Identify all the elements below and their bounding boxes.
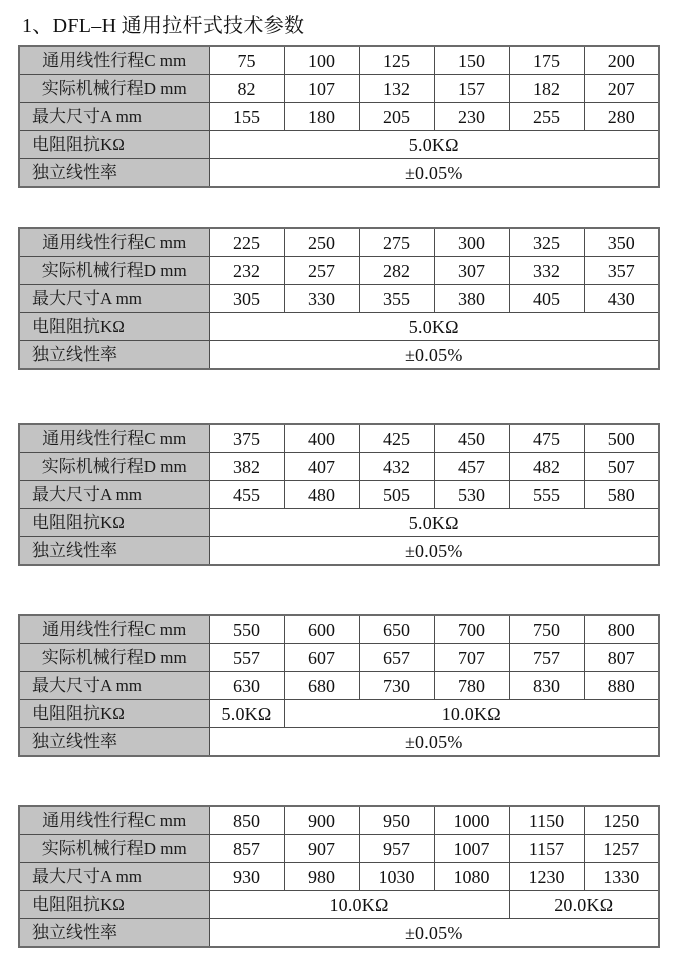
cell-linearity: ±0.05% xyxy=(209,728,659,757)
table-row xyxy=(19,75,659,103)
cell-stroke-d: 207 xyxy=(584,75,659,103)
cell-max-size-a: 255 xyxy=(509,103,584,131)
row-label-stroke-d: 实际机械行程D mm xyxy=(19,453,209,481)
cell-max-size-a: 430 xyxy=(584,285,659,313)
cell-stroke-c: 100 xyxy=(284,46,359,75)
cell-max-size-a: 830 xyxy=(509,672,584,700)
cell-stroke-d: 482 xyxy=(509,453,584,481)
cell-max-size-a: 355 xyxy=(359,285,434,313)
table-row xyxy=(19,615,659,644)
table-row xyxy=(19,672,659,700)
cell-stroke-c: 1000 xyxy=(434,806,509,835)
cell-max-size-a: 530 xyxy=(434,481,509,509)
spec-table-5 xyxy=(18,805,660,948)
cell-stroke-c: 350 xyxy=(584,228,659,257)
cell-stroke-c: 275 xyxy=(359,228,434,257)
cell-resistance: 5.0KΩ xyxy=(209,700,284,728)
row-label-stroke-c: 通用线性行程C mm xyxy=(19,615,209,644)
cell-stroke-d: 757 xyxy=(509,644,584,672)
table-row xyxy=(19,891,659,919)
cell-stroke-c: 850 xyxy=(209,806,284,835)
cell-stroke-d: 82 xyxy=(209,75,284,103)
cell-stroke-d: 182 xyxy=(509,75,584,103)
cell-stroke-d: 107 xyxy=(284,75,359,103)
cell-stroke-d: 407 xyxy=(284,453,359,481)
cell-stroke-c: 200 xyxy=(584,46,659,75)
row-label-max-size-a: 最大尺寸A mm xyxy=(19,481,209,509)
spec-table-4 xyxy=(18,614,660,757)
cell-max-size-a: 680 xyxy=(284,672,359,700)
cell-max-size-a: 730 xyxy=(359,672,434,700)
cell-stroke-c: 1150 xyxy=(509,806,584,835)
cell-max-size-a: 780 xyxy=(434,672,509,700)
row-label-linearity: 独立线性率 xyxy=(19,537,209,566)
cell-resistance: 10.0KΩ xyxy=(284,700,659,728)
table-row xyxy=(19,313,659,341)
row-label-resistance: 电阻阻抗KΩ xyxy=(19,509,209,537)
cell-max-size-a: 930 xyxy=(209,863,284,891)
table-row xyxy=(19,257,659,285)
cell-max-size-a: 230 xyxy=(434,103,509,131)
table-row xyxy=(19,835,659,863)
cell-stroke-c: 325 xyxy=(509,228,584,257)
table-row xyxy=(19,509,659,537)
cell-resistance: 20.0KΩ xyxy=(509,891,659,919)
row-label-max-size-a: 最大尺寸A mm xyxy=(19,863,209,891)
cell-stroke-d: 957 xyxy=(359,835,434,863)
table-row xyxy=(19,728,659,757)
cell-stroke-d: 607 xyxy=(284,644,359,672)
cell-max-size-a: 480 xyxy=(284,481,359,509)
row-label-stroke-c: 通用线性行程C mm xyxy=(19,806,209,835)
cell-max-size-a: 330 xyxy=(284,285,359,313)
row-label-resistance: 电阻阻抗KΩ xyxy=(19,700,209,728)
cell-stroke-d: 1007 xyxy=(434,835,509,863)
cell-stroke-d: 257 xyxy=(284,257,359,285)
cell-stroke-d: 857 xyxy=(209,835,284,863)
spec-table-3 xyxy=(18,423,660,566)
cell-stroke-c: 700 xyxy=(434,615,509,644)
row-label-resistance: 电阻阻抗KΩ xyxy=(19,313,209,341)
table-row xyxy=(19,644,659,672)
cell-stroke-d: 282 xyxy=(359,257,434,285)
cell-stroke-d: 307 xyxy=(434,257,509,285)
table-row xyxy=(19,159,659,188)
cell-stroke-d: 707 xyxy=(434,644,509,672)
table-row xyxy=(19,700,659,728)
table-row xyxy=(19,806,659,835)
cell-stroke-c: 175 xyxy=(509,46,584,75)
cell-resistance: 5.0KΩ xyxy=(209,131,659,159)
cell-stroke-c: 950 xyxy=(359,806,434,835)
row-label-stroke-c: 通用线性行程C mm xyxy=(19,424,209,453)
cell-stroke-c: 125 xyxy=(359,46,434,75)
cell-stroke-d: 157 xyxy=(434,75,509,103)
cell-stroke-c: 900 xyxy=(284,806,359,835)
cell-stroke-d: 807 xyxy=(584,644,659,672)
cell-stroke-d: 232 xyxy=(209,257,284,285)
cell-stroke-d: 657 xyxy=(359,644,434,672)
row-label-max-size-a: 最大尺寸A mm xyxy=(19,103,209,131)
row-label-stroke-d: 实际机械行程D mm xyxy=(19,75,209,103)
cell-stroke-c: 150 xyxy=(434,46,509,75)
cell-stroke-c: 300 xyxy=(434,228,509,257)
cell-stroke-d: 457 xyxy=(434,453,509,481)
cell-stroke-c: 500 xyxy=(584,424,659,453)
row-label-stroke-c: 通用线性行程C mm xyxy=(19,46,209,75)
table-row xyxy=(19,424,659,453)
row-label-resistance: 电阻阻抗KΩ xyxy=(19,131,209,159)
cell-linearity: ±0.05% xyxy=(209,537,659,566)
cell-stroke-c: 450 xyxy=(434,424,509,453)
cell-stroke-d: 1157 xyxy=(509,835,584,863)
cell-stroke-d: 432 xyxy=(359,453,434,481)
cell-stroke-d: 1257 xyxy=(584,835,659,863)
cell-stroke-c: 550 xyxy=(209,615,284,644)
cell-stroke-c: 75 xyxy=(209,46,284,75)
cell-max-size-a: 555 xyxy=(509,481,584,509)
cell-max-size-a: 1330 xyxy=(584,863,659,891)
table-row xyxy=(19,228,659,257)
cell-stroke-d: 382 xyxy=(209,453,284,481)
cell-max-size-a: 380 xyxy=(434,285,509,313)
row-label-stroke-d: 实际机械行程D mm xyxy=(19,644,209,672)
cell-stroke-c: 425 xyxy=(359,424,434,453)
cell-stroke-c: 800 xyxy=(584,615,659,644)
row-label-stroke-d: 实际机械行程D mm xyxy=(19,257,209,285)
cell-max-size-a: 980 xyxy=(284,863,359,891)
cell-max-size-a: 305 xyxy=(209,285,284,313)
table-row xyxy=(19,481,659,509)
table-row xyxy=(19,537,659,566)
cell-max-size-a: 405 xyxy=(509,285,584,313)
table-row xyxy=(19,919,659,948)
table-row xyxy=(19,341,659,370)
row-label-linearity: 独立线性率 xyxy=(19,919,209,948)
table-row xyxy=(19,131,659,159)
cell-max-size-a: 1230 xyxy=(509,863,584,891)
cell-stroke-d: 357 xyxy=(584,257,659,285)
row-label-linearity: 独立线性率 xyxy=(19,728,209,757)
cell-max-size-a: 180 xyxy=(284,103,359,131)
table-row xyxy=(19,863,659,891)
cell-stroke-d: 132 xyxy=(359,75,434,103)
cell-resistance: 5.0KΩ xyxy=(209,509,659,537)
cell-stroke-c: 400 xyxy=(284,424,359,453)
row-label-linearity: 独立线性率 xyxy=(19,341,209,370)
cell-stroke-c: 600 xyxy=(284,615,359,644)
cell-stroke-c: 225 xyxy=(209,228,284,257)
table-row xyxy=(19,103,659,131)
row-label-linearity: 独立线性率 xyxy=(19,159,209,188)
spec-table-1 xyxy=(18,45,660,188)
row-label-max-size-a: 最大尺寸A mm xyxy=(19,672,209,700)
cell-max-size-a: 455 xyxy=(209,481,284,509)
cell-stroke-d: 332 xyxy=(509,257,584,285)
row-label-stroke-c: 通用线性行程C mm xyxy=(19,228,209,257)
spec-table-2 xyxy=(18,227,660,370)
cell-max-size-a: 155 xyxy=(209,103,284,131)
row-label-resistance: 电阻阻抗KΩ xyxy=(19,891,209,919)
row-label-stroke-d: 实际机械行程D mm xyxy=(19,835,209,863)
cell-stroke-c: 375 xyxy=(209,424,284,453)
cell-linearity: ±0.05% xyxy=(209,341,659,370)
cell-max-size-a: 1080 xyxy=(434,863,509,891)
cell-max-size-a: 630 xyxy=(209,672,284,700)
row-label-max-size-a: 最大尺寸A mm xyxy=(19,285,209,313)
cell-max-size-a: 280 xyxy=(584,103,659,131)
cell-resistance: 5.0KΩ xyxy=(209,313,659,341)
cell-stroke-c: 1250 xyxy=(584,806,659,835)
cell-resistance: 10.0KΩ xyxy=(209,891,509,919)
cell-stroke-c: 650 xyxy=(359,615,434,644)
cell-max-size-a: 505 xyxy=(359,481,434,509)
cell-max-size-a: 580 xyxy=(584,481,659,509)
cell-stroke-c: 475 xyxy=(509,424,584,453)
table-row xyxy=(19,285,659,313)
cell-stroke-c: 750 xyxy=(509,615,584,644)
cell-max-size-a: 205 xyxy=(359,103,434,131)
cell-linearity: ±0.05% xyxy=(209,919,659,948)
cell-stroke-d: 557 xyxy=(209,644,284,672)
page-title: 1、DFL–H 通用拉杆式技术参数 xyxy=(22,15,305,37)
cell-linearity: ±0.05% xyxy=(209,159,659,188)
cell-stroke-d: 507 xyxy=(584,453,659,481)
table-row xyxy=(19,453,659,481)
cell-max-size-a: 1030 xyxy=(359,863,434,891)
cell-max-size-a: 880 xyxy=(584,672,659,700)
cell-stroke-c: 250 xyxy=(284,228,359,257)
table-row xyxy=(19,46,659,75)
cell-stroke-d: 907 xyxy=(284,835,359,863)
